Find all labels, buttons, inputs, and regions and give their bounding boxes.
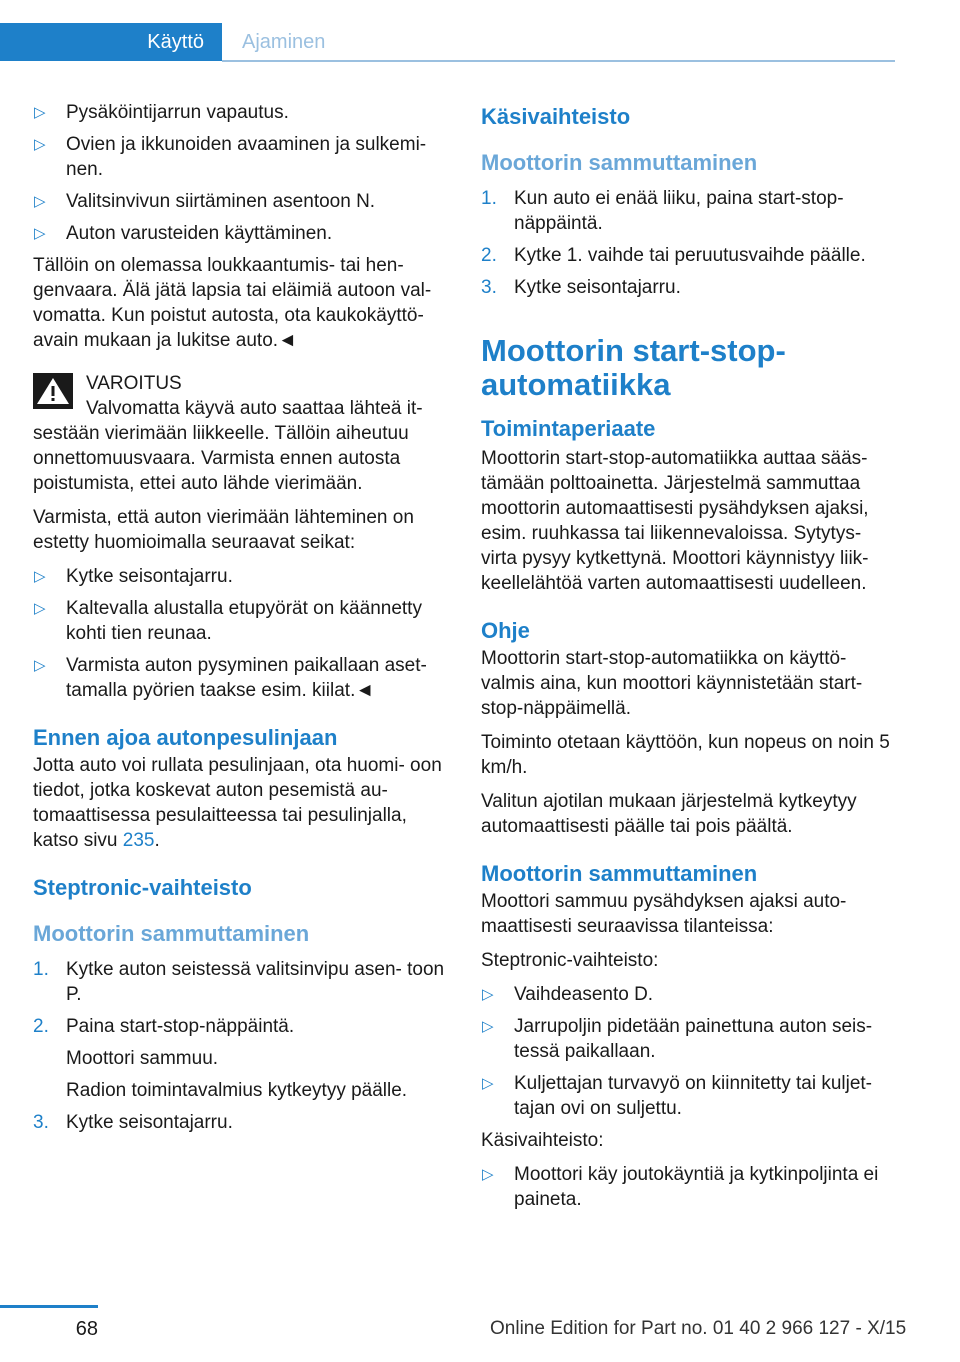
list-item: ▷ Ovien ja ikkunoiden avaaminen ja sulkemi‐ nen. [34,134,427,180]
list-item: 1. Kun auto ei enää liiku, paina start-stop- näppäintä. [481,188,844,234]
list-item: 3. Kytke seisontajarru. [33,1112,233,1133]
sub-heading: Moottorin sammuttaminen [33,921,310,946]
section-heading: Moottorin sammuttaminen [481,861,758,886]
list-item: 3. Kytke seisontajarru. [481,277,681,298]
warning-text-first: Valvomatta käyvä auto saattaa lähteä it‐ [86,398,423,419]
header-bar [0,0,895,62]
sub-heading: Moottorin sammuttaminen [481,150,758,175]
triangle-bullet-icon: ▷ [482,1166,494,1183]
section-heading: Ohje [481,618,530,643]
paragraph: Moottori sammuu pysähdyksen ajaksi auto‐ maattisesti seuraavissa tilanteissa: [481,891,847,937]
edition-note: Online Edition for Part no. 01 40 2 966 127 - X/15 [490,1318,907,1339]
list-item: 2. Paina start-stop-näppäintä. [33,1016,295,1037]
triangle-bullet-icon: ▷ [34,657,46,674]
paragraph: Moottorin start-stop-automatiikka auttaa sääs‐ tämään polttoainetta. Järjestelmä sammuttaa moottorin automaattisesti pysähdyksen ajaksi, esim. ruuhkassa tai liikennevaloissa. Sytytys‐ virta pysyy kytkettynä. Moottori käynnistyy liik‐ keellelähtöä varten automaattisesti uudelleen. [481,448,869,594]
bullet-list [481,1162,895,1212]
warning-icon [33,373,73,409]
paragraph: Käsivaihteisto: [481,1130,604,1151]
page-link[interactable]: 235 [122,830,155,851]
section-heading: Toimintaperiaate [481,416,656,441]
chapter-heading: Moottorin start-stop-automatiikka [481,333,786,402]
page-number: 68 [75,1318,98,1340]
paragraph: Varmista, että auton vierimään lähteminen on estetty huomioimalla seuraavat seikat: [33,507,414,553]
list-item: ▷ Vaihdeasento D. [482,984,654,1005]
paragraph: Steptronic-vaihteisto: [481,950,659,971]
footer-rule [0,1305,98,1308]
list-item: ▷ Jarrupoljin pidetään painettuna auton seis‐ tessä paikallaan. [482,1016,873,1062]
section-heading: Ennen ajoa autonpesulinjaan [33,725,338,750]
paragraph: Tällöin on olemassa loukkaantumis- tai hen‐ genvaara. Älä jätä lapsia tai eläimiä autoon val‐ vomatta. Kun poistut autosta, ota kaukokäyttö‐ avain mukaan ja lukitse auto.◄ [33,255,432,351]
header-rule [222,60,895,62]
list-item: ▷ Valitsinvivun siirtäminen asentoon N. [34,191,376,212]
list-item: ▷ Varmista auton pysyminen paikallaan aset‐ tamalla pyörien taakse esim. kiilat.◄ [34,655,427,701]
list-item: 1. Kytke auton seistessä valitsinvipu asen‐ toon P. [33,959,445,1005]
list-item: ▷ Kytke seisontajarru. [34,566,233,587]
triangle-bullet-icon: ▷ [34,225,46,242]
step-note: Moottori sammuu. [66,1048,219,1069]
triangle-bullet-icon: ▷ [34,600,46,617]
right-column [481,100,895,1219]
warning-title: VAROITUS [86,373,182,394]
warning-box [33,371,448,496]
tab-ajaminen[interactable]: Ajaminen [242,30,326,53]
list-item: ▷ Kaltevalla alustalla etupyörät on käännetty kohti tien reunaa. [34,598,422,644]
bullet-list [33,100,448,246]
left-column [33,100,448,1142]
bullet-list [481,982,895,1121]
triangle-bullet-icon: ▷ [482,986,494,1003]
list-item: ▷ Kuljettajan turvavyö on kiinnitetty tai kuljet‐ tajan ovi on suljettu. [482,1073,873,1119]
triangle-bullet-icon: ▷ [34,136,46,153]
paragraph: Toiminto otetaan käyttöön, kun nopeus on noin 5 km/h. [481,732,890,778]
warning-text: sestään vierimään liikkeelle. Tällöin aiheutuu onnettomuusvaara. Varmista ennen autosta poistumista, ettei auto lähde vierimään. [33,423,409,494]
numbered-list [481,186,895,300]
numbered-list [33,957,448,1039]
paragraph: Jotta auto voi rullata pesulinjaan, ota huomi‐ oon tiedot, jotka koskevat auton pesemistä au‐ tomaattisessa pesulaitteessa tai pesulinjalla, katso sivu 235. [33,755,442,851]
tab-kaytto[interactable]: Käyttö [0,23,222,61]
paragraph: Valitun ajotilan mukaan järjestelmä kytkeytyy automaattisesti päälle tai pois päältä. [481,791,857,837]
step-note: Radion toimintavalmius kytkeytyy päälle. [66,1080,408,1101]
list-item: ▷ Moottori käy joutokäyntiä ja kytkinpoljinta ei paineta. [482,1164,879,1210]
triangle-bullet-icon: ▷ [34,104,46,121]
list-item: ▷ Auton varusteiden käyttäminen. [34,223,333,244]
bullet-list [33,564,448,703]
paragraph: Moottorin start-stop-automatiikka on käyttö‐ valmis aina, kun moottori käynnistetään start- stop-näppäimellä. [481,648,863,719]
section-heading: Käsivaihteisto [481,104,631,129]
list-item: 2. Kytke 1. vaihde tai peruutusvaihde päälle. [481,245,866,266]
numbered-list [33,1110,448,1135]
list-item: ▷ Pysäköintijarrun vapautus. [34,102,289,123]
triangle-bullet-icon: ▷ [34,193,46,210]
triangle-bullet-icon: ▷ [482,1075,494,1092]
triangle-bullet-icon: ▷ [482,1018,494,1035]
section-heading: Steptronic-vaihteisto [33,875,252,900]
triangle-bullet-icon: ▷ [34,568,46,585]
